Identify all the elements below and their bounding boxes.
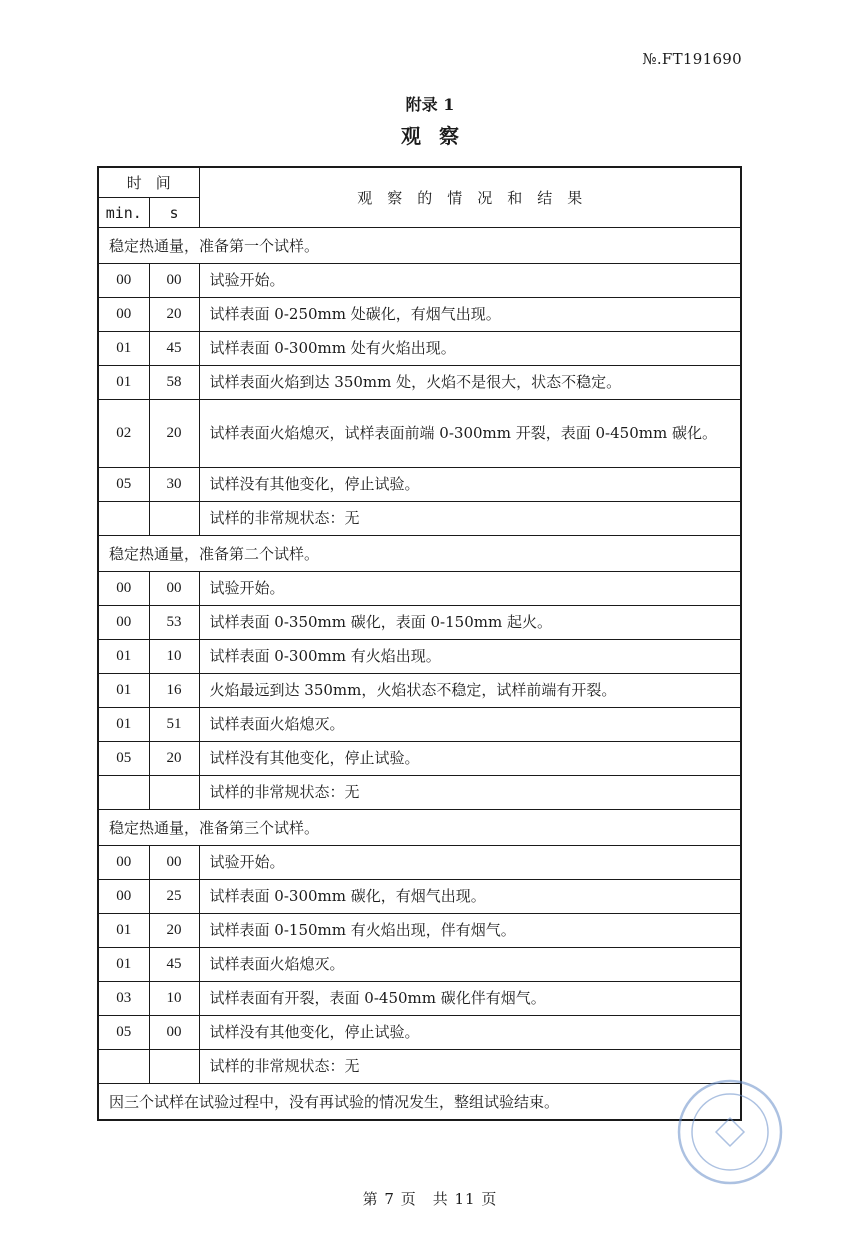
table-row [98, 502, 741, 536]
cell-observation: 试样表面 0-300mm 有火焰出现。 [199, 640, 741, 674]
table-row [98, 468, 741, 502]
page-title: 观察 [401, 124, 477, 148]
cell-min: 00 [98, 298, 149, 332]
cell-min: 01 [98, 332, 149, 366]
table-row [98, 332, 741, 366]
cell-min: 01 [98, 674, 149, 708]
cell-s [149, 776, 199, 810]
cell-s: 53 [149, 606, 199, 640]
appendix-label: 附录 1 [405, 95, 455, 114]
section-row [98, 810, 741, 846]
section-text: 稳定热通量，准备第二个试样。 [98, 536, 741, 572]
cell-s: 30 [149, 468, 199, 502]
cell-s: 20 [149, 914, 199, 948]
cell-min: 05 [98, 742, 149, 776]
table-row [98, 674, 741, 708]
cell-min: 00 [98, 264, 149, 298]
cell-observation: 试样表面 0-300mm 处有火焰出现。 [199, 332, 741, 366]
cell-s: 00 [149, 846, 199, 880]
cell-observation: 火焰最远到达 350mm，火焰状态不稳定，试样前端有开裂。 [199, 674, 741, 708]
table-row [98, 880, 741, 914]
cell-s: 25 [149, 880, 199, 914]
cell-s: 00 [149, 572, 199, 606]
table-row [98, 1050, 741, 1084]
table-header-row [98, 167, 741, 198]
table-row [98, 366, 741, 400]
section-text: 稳定热通量，准备第一个试样。 [98, 228, 741, 264]
cell-s: 00 [149, 264, 199, 298]
cell-s [149, 1050, 199, 1084]
cell-s: 45 [149, 948, 199, 982]
cell-observation: 试样的非常规状态：无 [199, 776, 741, 810]
cell-s [149, 502, 199, 536]
cell-min: 02 [98, 400, 149, 468]
cell-observation: 试样没有其他变化，停止试验。 [199, 1016, 741, 1050]
cell-min: 00 [98, 846, 149, 880]
cell-observation: 试验开始。 [199, 572, 741, 606]
observation-table [97, 166, 742, 1121]
table-row [98, 1016, 741, 1050]
cell-min: 01 [98, 366, 149, 400]
cell-s: 20 [149, 400, 199, 468]
cell-observation: 试样没有其他变化，停止试验。 [199, 742, 741, 776]
cell-min: 00 [98, 606, 149, 640]
table-row [98, 742, 741, 776]
section-text: 稳定热通量，准备第三个试样。 [98, 810, 741, 846]
cell-s: 20 [149, 742, 199, 776]
cell-min: 05 [98, 1016, 149, 1050]
cell-min: 01 [98, 948, 149, 982]
cell-s: 16 [149, 674, 199, 708]
cell-observation: 试样表面火焰到达 350mm 处，火焰不是很大，状态不稳定。 [199, 366, 741, 400]
cell-s: 58 [149, 366, 199, 400]
cell-min: 05 [98, 468, 149, 502]
cell-min [98, 1050, 149, 1084]
header-min: min. [98, 198, 149, 228]
cell-s: 45 [149, 332, 199, 366]
cell-observation: 试样表面火焰熄灭。 [199, 708, 741, 742]
table-row [98, 298, 741, 332]
cell-s: 20 [149, 298, 199, 332]
section-row [98, 228, 741, 264]
cell-observation: 试样表面 0-250mm 处碳化，有烟气出现。 [199, 298, 741, 332]
cell-observation: 试验开始。 [199, 264, 741, 298]
cell-observation: 试样的非常规状态：无 [199, 502, 741, 536]
cell-min: 01 [98, 914, 149, 948]
cell-observation: 试样表面 0-150mm 有火焰出现，伴有烟气。 [199, 914, 741, 948]
table-row [98, 400, 741, 468]
report-number: №.FT191690 [642, 50, 742, 68]
table-row [98, 846, 741, 880]
table-row [98, 914, 741, 948]
cell-observation: 试样表面火焰熄灭。 [199, 948, 741, 982]
cell-min: 01 [98, 708, 149, 742]
section-row [98, 536, 741, 572]
cell-s: 10 [149, 982, 199, 1016]
cell-min [98, 776, 149, 810]
table-row [98, 264, 741, 298]
cell-s: 00 [149, 1016, 199, 1050]
seal-stamp-icon [676, 1078, 784, 1186]
cell-observation: 试验开始。 [199, 846, 741, 880]
cell-observation: 试样表面有开裂，表面 0-450mm 碳化伴有烟气。 [199, 982, 741, 1016]
header-s: s [149, 198, 199, 228]
cell-observation: 试样表面 0-300mm 碳化，有烟气出现。 [199, 880, 741, 914]
cell-s: 51 [149, 708, 199, 742]
table-row [98, 572, 741, 606]
header-result: 观察的情况和结果 [199, 167, 741, 228]
cell-min: 00 [98, 880, 149, 914]
table-row [98, 776, 741, 810]
table-row [98, 982, 741, 1016]
cell-observation: 试样的非常规状态：无 [199, 1050, 741, 1084]
table-row [98, 948, 741, 982]
page-number: 第 7 页 共 11 页 [362, 1190, 498, 1208]
table-row [98, 606, 741, 640]
cell-observation: 试样表面火焰熄灭，试样表面前端 0-300mm 开裂，表面 0-450mm 碳化。 [199, 400, 741, 468]
cell-min [98, 502, 149, 536]
cell-min: 03 [98, 982, 149, 1016]
cell-observation: 试样表面 0-350mm 碳化，表面 0-150mm 起火。 [199, 606, 741, 640]
table-body [98, 228, 741, 1121]
header-time: 时间 [98, 167, 199, 198]
table-row [98, 708, 741, 742]
cell-min: 00 [98, 572, 149, 606]
table-row [98, 640, 741, 674]
section-row [98, 1084, 741, 1121]
cell-observation: 试样没有其他变化，停止试验。 [199, 468, 741, 502]
cell-min: 01 [98, 640, 149, 674]
section-text: 因三个试样在试验过程中，没有再试验的情况发生，整组试验结束。 [98, 1084, 741, 1121]
cell-s: 10 [149, 640, 199, 674]
